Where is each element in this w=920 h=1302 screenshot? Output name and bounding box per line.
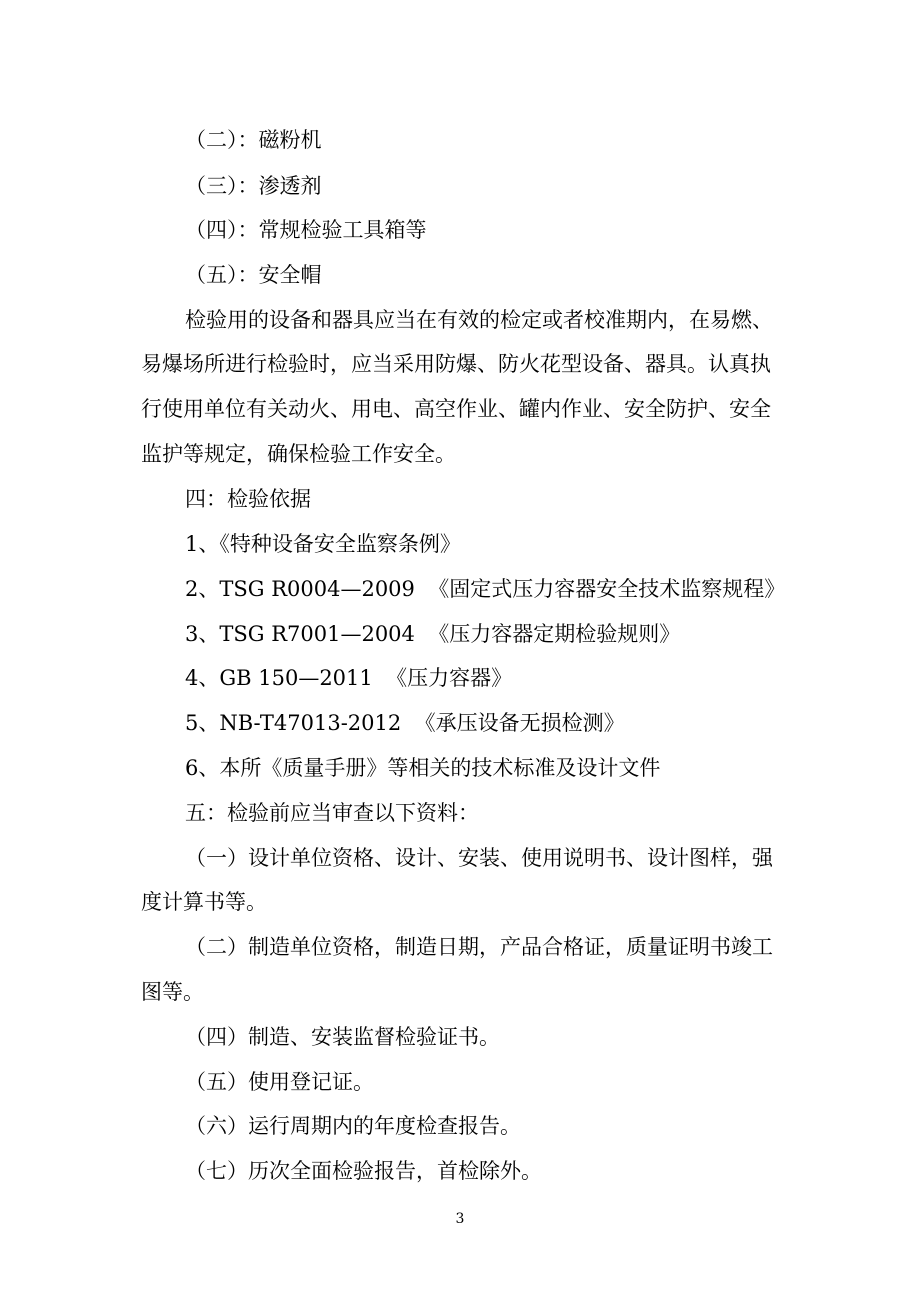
basis-item-2: 2、TSG R0004—2009 《固定式压力容器安全技术监察规程》 <box>185 577 786 601</box>
basis-item-4: 4、GB 150—2011 《压力容器》 <box>185 666 513 690</box>
basis-item-6: 6、本所《质量手册》等相关的技术标准及设计文件 <box>185 756 661 780</box>
review-item-design-continued: 度计算书等。 <box>141 890 267 914</box>
equipment-item-helmet: （五）：安全帽 <box>185 263 322 287</box>
review-item-manufacture-continued: 图等。 <box>141 980 204 1004</box>
equipment-item-toolbox: （四）：常规检验工具箱等 <box>185 218 427 242</box>
review-item-annual-reports: （六）运行周期内的年度检查报告。 <box>185 1114 521 1138</box>
equipment-item-penetrant: （三）：渗透剂 <box>185 174 322 198</box>
safety-paragraph-line: 易爆场所进行检验时，应当采用防爆、防火花型设备、器具。认真执 <box>141 352 771 376</box>
safety-paragraph-line: 监护等规定，确保检验工作安全。 <box>141 442 456 466</box>
review-item-design: （一）设计单位资格、设计、安装、使用说明书、设计图样，强 <box>185 846 773 870</box>
equipment-item-magnetic-particle: （二）：磁粉机 <box>185 128 322 152</box>
section-heading-documents-review: 五：检验前应当审查以下资料： <box>185 801 479 825</box>
safety-paragraph-line: 行使用单位有关动火、用电、高空作业、罐内作业、安全防护、安全 <box>141 397 771 421</box>
basis-item-1: 1、《特种设备安全监察条例》 <box>185 532 461 556</box>
basis-item-5: 5、NB-T47013-2012 《承压设备无损检测》 <box>185 711 625 735</box>
review-item-full-inspection-reports: （七）历次全面检验报告，首检除外。 <box>185 1159 542 1183</box>
basis-item-3: 3、TSG R7001—2004 《压力容器定期检验规则》 <box>185 622 681 646</box>
review-item-supervision-certificate: （四）制造、安装监督检验证书。 <box>185 1025 500 1049</box>
review-item-manufacture: （二）制造单位资格，制造日期，产品合格证，质量证明书竣工 <box>185 935 773 959</box>
review-item-registration: （五）使用登记证。 <box>185 1070 374 1094</box>
page-number: 3 <box>455 1211 465 1227</box>
safety-paragraph-line: 检验用的设备和器具应当在有效的检定或者校准期内，在易燃、 <box>185 308 773 332</box>
section-heading-inspection-basis: 四：检验依据 <box>185 487 311 511</box>
